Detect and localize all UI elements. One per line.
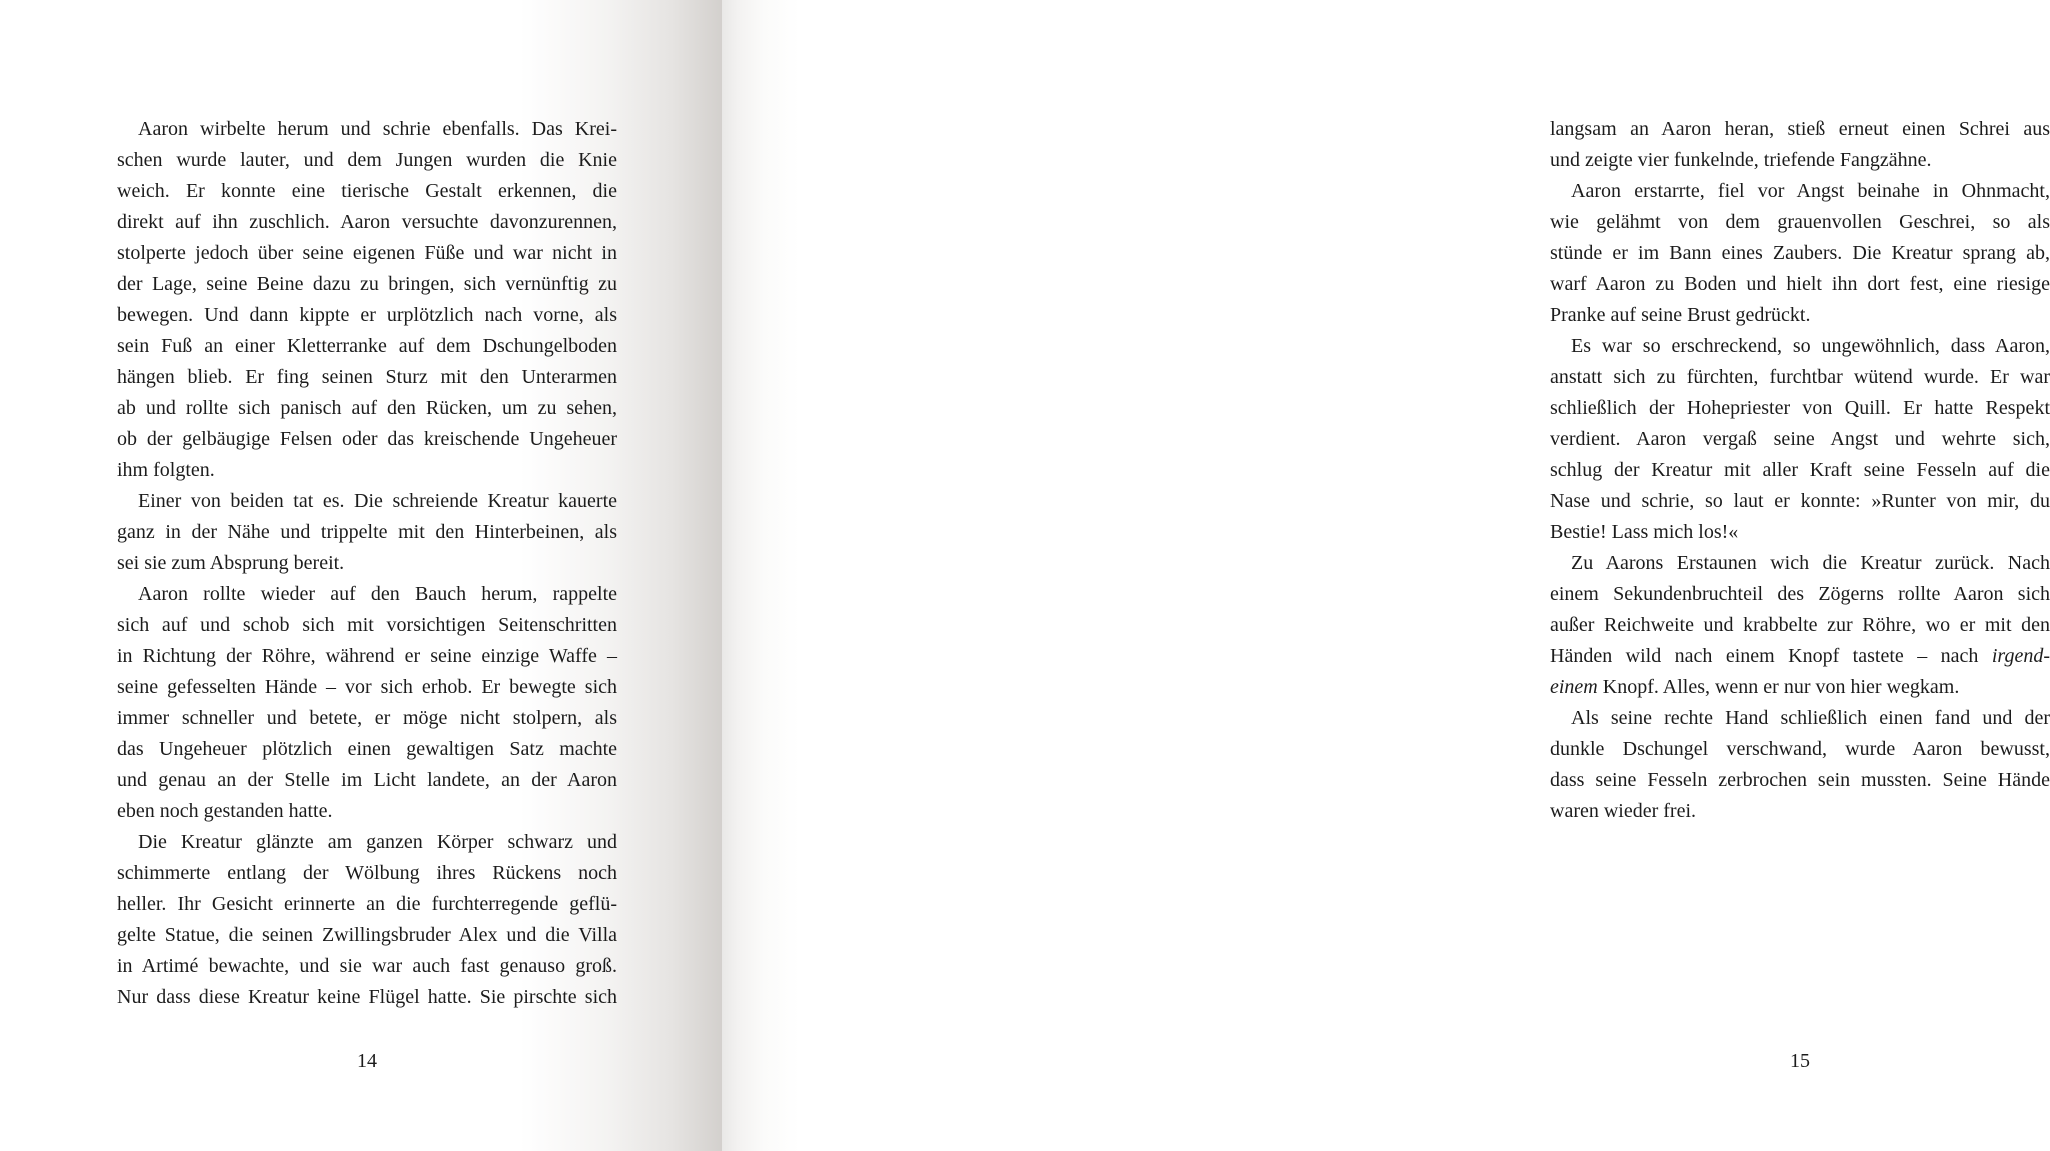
text-line: in Richtung der Röhre, während er seine einzige Waffe –: [117, 645, 617, 667]
text-line: schen wurde lauter, und dem Jungen wurden die Knie: [117, 149, 617, 171]
page-left: [0, 0, 722, 1151]
text-line: Es war so erschreckend, so ungewöhnlich, dass Aaron,: [1571, 335, 2050, 357]
text-line: eben noch gestanden hatte.: [117, 800, 333, 822]
text-line: Aaron erstarrte, fiel vor Angst beinahe in Ohnmacht,: [1571, 180, 2050, 202]
text-line: und genau an der Stelle im Licht landete, an der Aaron: [117, 769, 617, 791]
page-number-right: 15: [1790, 1050, 1810, 1072]
text-line: stünde er im Bann eines Zaubers. Die Kreatur sprang ab,: [1550, 242, 2050, 264]
text-line: in Artimé bewachte, und sie war auch fast genauso groß.: [117, 955, 617, 977]
text-line: der Lage, seine Beine dazu zu bringen, sich vernünftig zu: [117, 273, 617, 295]
text-line: schimmerte entlang der Wölbung ihres Rückens noch: [117, 862, 617, 884]
text-line: Die Kreatur glänzte am ganzen Körper schwarz und: [138, 831, 617, 853]
text-line: stolperte jedoch über seine eigenen Füße und war nicht in: [117, 242, 617, 264]
text-line: bewegen. Und dann kippte er urplötzlich nach vorne, als: [117, 304, 617, 326]
page-text-left: [117, 114, 617, 1013]
text-line: außer Reichweite und krabbelte zur Röhre, wo er mit den: [1550, 614, 2050, 636]
text-line: Nase und schrie, so laut er konnte: »Runter von mir, du: [1550, 490, 2050, 512]
text-line: immer schneller und betete, er möge nicht stolpern, als: [117, 707, 617, 729]
text-line: Bestie! Lass mich los!«: [1550, 521, 1739, 543]
text-line: Zu Aarons Erstaunen wich die Kreatur zurück. Nach: [1571, 552, 2050, 574]
text-line: heller. Ihr Gesicht erinnerte an die furchterregende geflü-: [117, 893, 617, 915]
text-line: hängen blieb. Er fing seinen Sturz mit den Unterarmen: [117, 366, 617, 388]
text-line: dunkle Dschungel verschwand, wurde Aaron bewusst,: [1550, 738, 2050, 760]
text-line: sei sie zum Absprung bereit.: [117, 552, 345, 574]
text-line: wie gelähmt von dem grauenvollen Geschrei, so als: [1550, 211, 2050, 233]
text-line: Aaron rollte wieder auf den Bauch herum, rappelte: [138, 583, 617, 605]
text-line: Aaron wirbelte herum und schrie ebenfalls. Das Krei-: [138, 118, 617, 140]
text-line: einem Sekundenbruchteil des Zögerns rollte Aaron sich: [1550, 583, 2050, 605]
text-line: ab und rollte sich panisch auf den Rücken, um zu sehen,: [117, 397, 617, 419]
text-line: ihm folgten.: [117, 459, 215, 481]
text-line: Einer von beiden tat es. Die schreiende Kreatur kauerte: [138, 490, 617, 512]
text-line: waren wieder frei.: [1550, 800, 1697, 822]
text-line: verdient. Aaron vergaß seine Angst und wehrte sich,: [1550, 428, 2050, 450]
text-line: anstatt sich zu fürchten, furchtbar wütend wurde. Er war: [1550, 366, 2050, 388]
text-line: ganz in der Nähe und trippelte mit den Hinterbeinen, als: [117, 521, 617, 543]
page-right: [722, 0, 2050, 1151]
text-line: sein Fuß an einer Kletterranke auf dem Dschungelboden: [117, 335, 617, 357]
text-line: direkt auf ihn zuschlich. Aaron versuchte davonzurennen,: [117, 211, 617, 233]
text-line: das Ungeheuer plötzlich einen gewaltigen Satz machte: [117, 738, 617, 760]
page-text-right: [1550, 114, 2050, 827]
page-number-left: 14: [357, 1050, 377, 1072]
text-line: Nur dass diese Kreatur keine Flügel hatte. Sie pirschte sich: [117, 986, 617, 1008]
text-line: schließlich der Hohepriester von Quill. Er hatte Respekt: [1550, 397, 2050, 419]
text-line: Händen wild nach einem Knopf tastete – nach irgend-: [1550, 645, 2050, 667]
text-line: dass seine Fesseln zerbrochen sein mussten. Seine Hände: [1550, 769, 2050, 791]
text-line: langsam an Aaron heran, stieß erneut einen Schrei aus: [1550, 118, 2050, 140]
text-line: ob der gelbäugige Felsen oder das kreischende Ungeheuer: [117, 428, 617, 450]
text-line: sich auf und schob sich mit vorsichtigen Seitenschritten: [117, 614, 617, 636]
text-line: und zeigte vier funkelnde, triefende Fangzähne.: [1550, 149, 1932, 171]
text-line: Als seine rechte Hand schließlich einen fand und der: [1571, 707, 2050, 729]
text-line: weich. Er konnte eine tierische Gestalt erkennen, die: [117, 180, 617, 202]
text-line: schlug der Kreatur mit aller Kraft seine Fesseln auf die: [1550, 459, 2050, 481]
text-line: einem Knopf. Alles, wenn er nur von hier wegkam.: [1550, 676, 1960, 698]
text-line: warf Aaron zu Boden und hielt ihn dort fest, eine riesige: [1550, 273, 2050, 295]
text-line: seine gefesselten Hände – vor sich erhob. Er bewegte sich: [117, 676, 617, 698]
text-line: gelte Statue, die seinen Zwillingsbruder Alex und die Villa: [117, 924, 617, 946]
text-line: Pranke auf seine Brust gedrückt.: [1550, 304, 1811, 326]
